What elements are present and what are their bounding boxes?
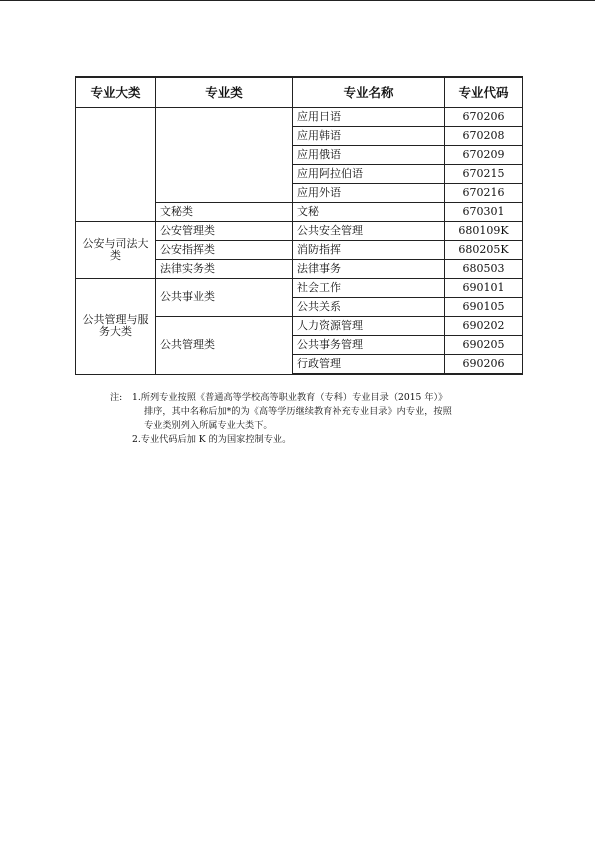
note-line-1 (110, 391, 530, 405)
note-line-3: 专业类别列入所属专业大类下。 (144, 420, 273, 431)
major-name-cell: 行政管理 (293, 355, 445, 375)
header-category: 专业大类 (76, 77, 156, 108)
major-code-cell: 670215 (445, 165, 523, 184)
class-cell: 公安指挥类 (156, 241, 293, 260)
major-code-cell: 670301 (445, 203, 523, 222)
table-notes (110, 391, 530, 447)
major-name-cell: 消防指挥 (293, 241, 445, 260)
major-code-cell: 690205 (445, 336, 523, 355)
major-name-cell: 应用阿拉伯语 (293, 165, 445, 184)
category-cell (76, 108, 156, 222)
category-cell: 公安与司法大类 (76, 222, 156, 279)
class-cell (156, 108, 293, 203)
major-code-cell: 690202 (445, 317, 523, 336)
page-top-rule (0, 0, 595, 1)
note-line-2: 排序，其中名称后加*的为《高等学历继续教育补充专业目录》内专业，按照 (144, 406, 452, 417)
major-code-cell: 670206 (445, 108, 523, 127)
major-code-cell: 690101 (445, 279, 523, 298)
class-cell: 公共事业类 (156, 279, 293, 317)
note-label: 注: (110, 392, 123, 403)
class-cell: 文秘类 (156, 203, 293, 222)
major-name-cell: 社会工作 (293, 279, 445, 298)
major-code-cell: 690206 (445, 355, 523, 375)
header-class: 专业类 (156, 77, 293, 108)
major-name-cell: 应用俄语 (293, 146, 445, 165)
majors-table (75, 76, 523, 375)
major-name-cell: 人力资源管理 (293, 317, 445, 336)
major-name-cell: 应用韩语 (293, 127, 445, 146)
class-cell: 公安管理类 (156, 222, 293, 241)
major-name-cell: 公共事务管理 (293, 336, 445, 355)
table-row (76, 279, 523, 298)
major-code-cell: 690105 (445, 298, 523, 317)
header-major-code: 专业代码 (445, 77, 523, 108)
major-name-cell: 应用日语 (293, 108, 445, 127)
note-line-4: 2.专业代码后加 K 的为国家控制专业。 (132, 434, 292, 445)
major-code-cell: 670216 (445, 184, 523, 203)
class-cell: 法律实务类 (156, 260, 293, 279)
major-code-cell: 680503 (445, 260, 523, 279)
class-cell: 公共管理类 (156, 317, 293, 375)
table-row (76, 108, 523, 127)
table-row (76, 222, 523, 241)
major-name-cell: 公共关系 (293, 298, 445, 317)
category-cell: 公共管理与服务大类 (76, 279, 156, 375)
major-name-cell: 法律事务 (293, 260, 445, 279)
major-name-cell: 文秘 (293, 203, 445, 222)
major-code-cell: 680109K (445, 222, 523, 241)
major-code-cell: 670208 (445, 127, 523, 146)
major-code-cell: 670209 (445, 146, 523, 165)
note-1-text: 1.所列专业按照《普通高等学校高等职业教育（专科）专业目录（2015 年）》 (132, 392, 448, 403)
table-header-row (76, 77, 523, 108)
major-name-cell: 应用外语 (293, 184, 445, 203)
major-name-cell: 公共安全管理 (293, 222, 445, 241)
major-code-cell: 680205K (445, 241, 523, 260)
header-major-name: 专业名称 (293, 77, 445, 108)
